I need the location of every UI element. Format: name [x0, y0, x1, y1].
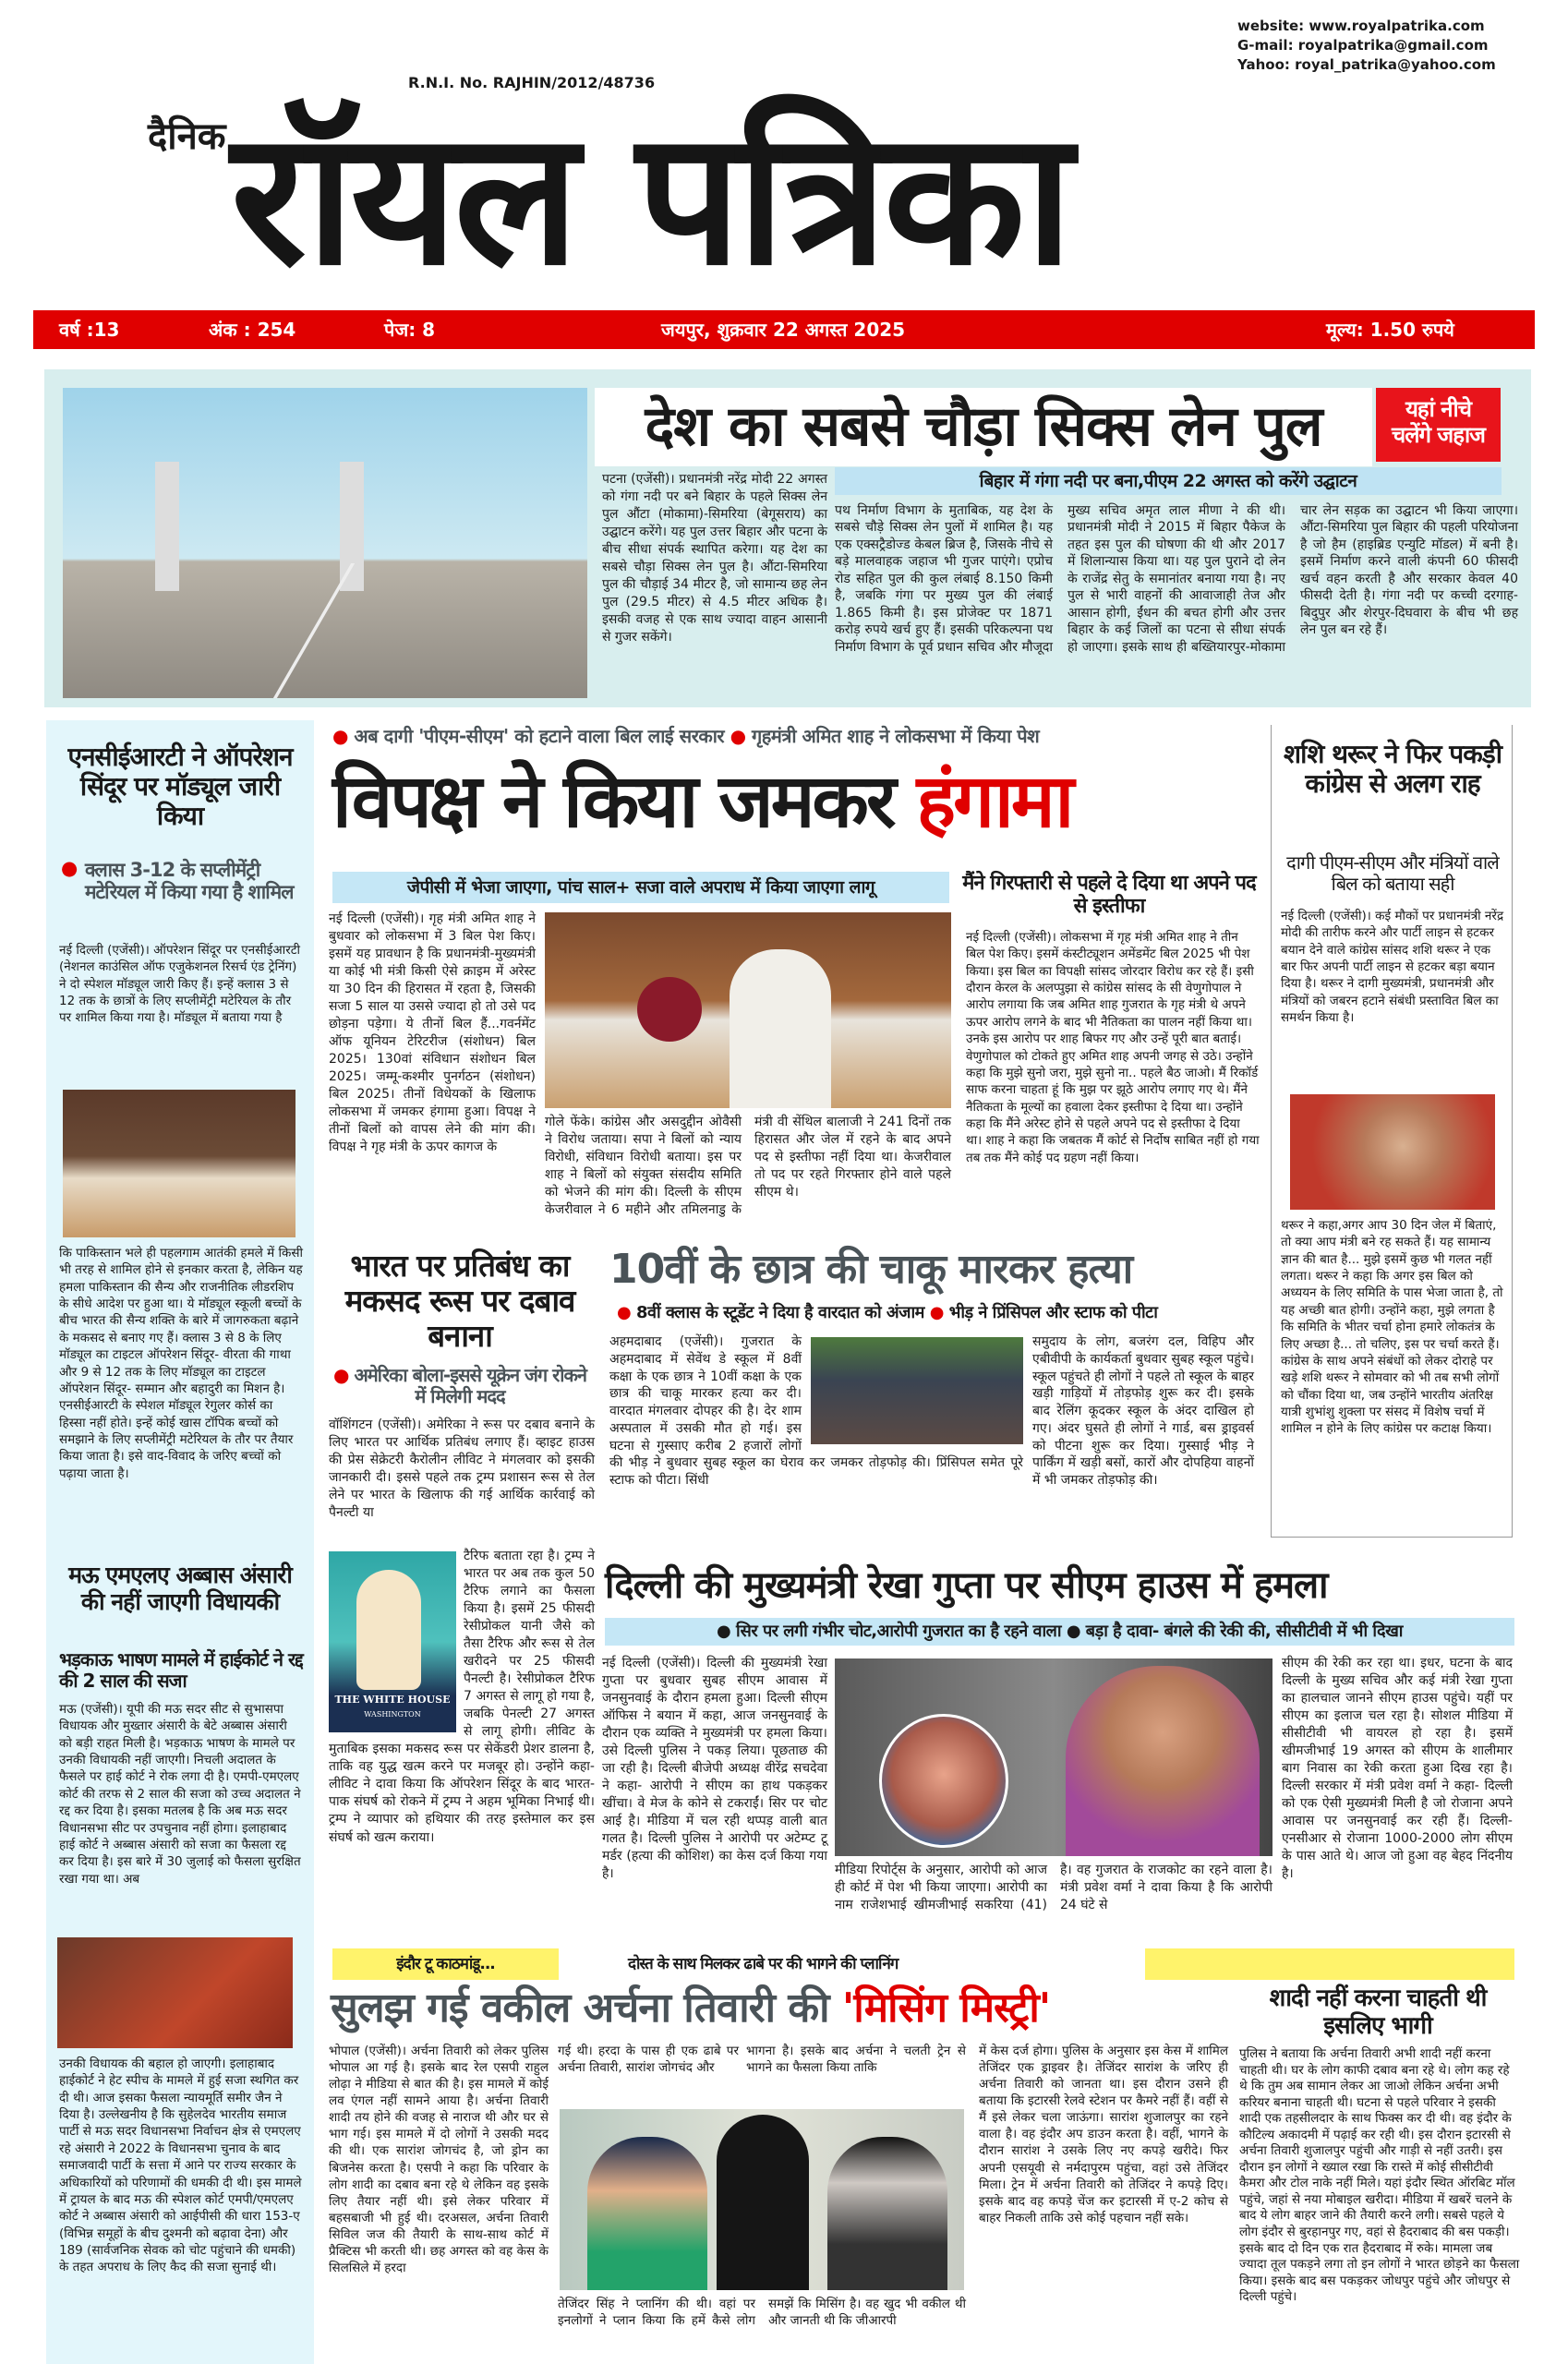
student-body-1-wrap	[609, 1333, 1023, 1490]
ansari-headline: मऊ एमएलए अब्बास अंसारी की नहीं जाएगी विधायकी	[68, 1562, 292, 1615]
ncert-bullet	[61, 859, 299, 903]
bullet-dot-icon: ●	[332, 725, 355, 747]
yahoo-text: Yahoo: royal_patrika@yahoo.com	[1237, 56, 1496, 73]
shah-headline: मैंने गिरफ्तारी से पहले दे दिया था अपने पद से इस्तीफा	[962, 872, 1256, 919]
issue-bar	[33, 310, 1535, 349]
archana-side-headline: शादी नहीं करना चाहती थी इसलिए भागी	[1269, 1984, 1487, 2040]
archana-headline	[331, 1985, 1231, 2032]
student-body-2: समुदाय के लोग, बजरंग दल, विहिप और एबीवीपी के कार्यकर्ता बुधवार सुबह स्कूल पहुंचे। स्कूल पहुंचते ही लोगों ने पहले तो स्कूल के बाहर खड़ी गाड़ियों में तोड़फोड़ शुरू कर दी। इसके बाद रेलिंग कूदकर स्कूल के अंदर दाखिल हो गए। अंदर घुसते ही लोगों ने गार्ड, बस ड्राइवर्स को पीटना शुरू कर दिया। गुस्साई भीड़ ने पार्किंग में खड़ी बसों, कारों और दोपहिया वाहनों में भी जमकर तोड़फोड़ की।	[1032, 1334, 1254, 1488]
bullet-dot-icon: ●	[61, 857, 78, 879]
gmail-text: G-mail: royalpatrika@gmail.com	[1237, 37, 1489, 54]
accused-inset-photo	[879, 1714, 1008, 1848]
archana-body-2cd	[558, 2296, 966, 2329]
washington-caption: WASHINGTON	[364, 1710, 421, 1719]
lead-headline-red: हंगामा	[916, 758, 1072, 844]
parliament-photo	[545, 912, 951, 1108]
speaker-figure	[730, 949, 831, 1108]
white-house-photo	[329, 1551, 456, 1732]
bullet-dot-icon: ●	[717, 1622, 736, 1641]
man-with-phone-figure	[827, 2137, 947, 2290]
bridge-body: पथ निर्माण विभाग के मुताबिक, यह देश के सबसे चौड़े सिक्स लेन पुलों में शामिल है। यह एक एक्सट्रैडोज्ड केबल ब्रिज है, जिसके नीचे से बड़े मालवाहक जहाज भी गुजर पाएंगे। एप्रोच रोड सहित पुल की कुल लंबाई 8.150 किमी है, जबकि गंगा पर मुख्य पुल की लंबाई 1.865 किमी है। इस प्रोजेक्ट पर 1871 करोड़ रुपये खर्च हुए हैं। इसकी परिकल्पना पथ निर्माण विभाग के पूर्व प्रधान सचिव और मौजूदा मुख्य सचिव अमृत लाल मीणा ने की थी। प्रधानमंत्री मोदी ने 2015 में बिहार पैकेज के तहत इस पुल की घोषणा की थी और 2017 में शिलान्यास किया था। यह पुल पुराने दो लेन के राजेंद्र सेतु के समानांतर बनाया गया है। नए पुल से भारी वाहनों की आवाजाही तेज और आसान होगी, ईंधन की बचत होगी और उत्तर बिहार के कई जिलों का पटना से सीधा संपर्क हो जाएगा। इसके साथ ही बख्तियारपुर-मोकामा चार लेन सड़क का उद्घाटन भी किया जाएगा। औंटा-सिमरिया पुल बिहार की पहली परियोजना है जो हैम (हाइब्रिड एन्युटि मॉडल) में बनी है। इसमें निर्माण करने वाली कंपनी 60 फीसदी खर्च वहन करती है और सरकार केवल 40 फीसदी देती है। गंगा नदी पर कच्ची दरगाह-बिदुपुर और शेरपुर-दिघवारा के बीच भी छह लेन पुल बन रहे हैं।	[835, 503, 1518, 655]
tharoor-photo	[1290, 1094, 1495, 1210]
issue-number: अंक : 254	[209, 319, 296, 341]
archana-figure	[587, 2137, 707, 2290]
archana-headline-red: 'मिसिंग मिस्ट्री'	[841, 1984, 1051, 2032]
tharoor-subhead: दागी पीएम-सीएम और मंत्रियों वाले बिल को बताया सही	[1286, 851, 1499, 895]
dateline: जयपुर, शुक्रवार 22 अगस्त 2025	[661, 319, 906, 341]
page-count: पेज: 8	[384, 319, 436, 341]
rekha-bullet-1: सिर पर लगी गंभीर चोट,आरोपी गुजरात का है रहने वाला	[735, 1622, 1062, 1641]
bridge-story	[44, 369, 1531, 707]
road-marking	[273, 563, 355, 698]
press-secretary-figure	[356, 1570, 421, 1690]
student-bullet-1: 8वीं क्लास के स्टूडेंट ने दिया है वारदात को अंजाम	[635, 1303, 924, 1322]
archana-body-2d: लोग समझें कि मिसिंग है। वह खुद भी वकील थी और जानती थी कि जीआरपी	[736, 2297, 966, 2329]
russia-bullet-text: अमेरिका बोला-इससे यूक्रेन जंग रोकने में मिलेगी मदद	[354, 1364, 586, 1407]
tharoor-headline: शशि थरूर ने फिर पकड़ी कांग्रेस से अलग राह	[1284, 739, 1502, 800]
bridge-tag: यहां नीचे चलेंगे जहाज	[1376, 388, 1501, 462]
lead-subhead: जेपीसी में भेजा जाएगा, पांच साल+ सजा वाले अपराध में किया जाएगा लागू	[332, 872, 949, 903]
masthead-prefix: दैनिक	[148, 115, 226, 158]
rekha-headline: दिल्ली की मुख्यमंत्री रेखा गुप्ता पर सीएम हाउस में हमला	[605, 1564, 1328, 1607]
year: वर्ष :13	[59, 319, 120, 341]
bridge-pylon	[155, 462, 179, 591]
lead-body-left: नई दिल्ली (एजेंसी)। गृह मंत्री अमित शाह ने बुधवार को लोकसभा में 3 बिल पेश किए। इसमें यह प्रावधान है कि प्रधानमंत्री-मुख्यमंत्री या कोई भी मंत्री किसी ऐसे क्राइम में अरेस्ट या 30 दिन की हिरासत में रहता है, जिसकी सजा 5 साल या उससे ज्यादा हो तो उसे पद छोड़ना पड़ेगा। ये तीनों बिल हैं...गवर्नमेंट ऑफ यूनियन टेरिटरीज (संशोधन) बिल 2025। 130वां संविधान संशोधन बिल 2025। जम्मू-कश्मीर पुनर्गठन (संशोधन) बिल 2025। तीनों विधेयकों के खिलाफ लोकसभा में जमकर हंगामा हुआ। विपक्ष ने तीनों बिलों को वापस लेने की मांग की। विपक्ष ने गृह मंत्री के ऊपर कागज के	[329, 911, 536, 1155]
rekha-bullet-2: बड़ा है दावा- बंगले की रेकी की, सीसीटीवी में भी दिखा	[1085, 1622, 1403, 1641]
archana-tag: इंदौर टू काठमांडू...	[332, 1948, 559, 1980]
lead-headline	[332, 759, 1256, 844]
archana-body-2c: तेजिंदर सिंह ने प्लानिंग की थी। वहां पर इनलोगों ने प्लान किया कि हमें कैसे	[558, 2297, 755, 2329]
left-column	[46, 720, 314, 2364]
archana-body-2a: गई थी। हरदा के पास ही एक ढाबे पर अर्चना तिवारी, सारांश जोगचंद और	[558, 2044, 739, 2076]
russia-headline: भारत पर प्रतिबंध का मकसद रूस पर दबाव बनाना	[344, 1248, 575, 1354]
hooded-figure	[717, 2115, 809, 2290]
price: मूल्य: 1.50 रुपये	[1326, 319, 1454, 341]
turban-figure	[637, 977, 702, 1042]
ncert-headline: एनसीईआरटी ने ऑपरेशन सिंदूर पर मॉड्यूल जारी किया	[67, 742, 293, 832]
bridge-lead: पटना (एजेंसी)। प्रधानमंत्री नरेंद्र मोदी 22 अगस्त को गंगा नदी पर बने बिहार के पहले सिक्स लेन पुल औंटा (मोकामा)-सिमरिया (बेगूसराय) का उद्घाटन करेंगे। यह पुल उत्तर बिहार और पटना के बीच सीधा संपर्क स्थापित करेगा। यह देश का सबसे चौड़ा सिक्स लेन पुल है। औंटा-सिमरिया पुल की चौड़ाई 34 मीटर है, जो सामान्य छह लेन पुल (29.5 मीटर) से 4.5 मीटर अधिक है। इसकी वजह से एक साथ ज्यादा वाहन आसानी से गुजर सकेंगे।	[602, 472, 827, 645]
bridge-headline: देश का सबसे चौड़ा सिक्स लेन पुल	[595, 388, 1372, 466]
russia-body-1: वॉशिंगटन (एजेंसी)। अमेरिका ने रूस पर दबाव बनाने के लिए भारत पर आर्थिक प्रतिबंध लगाए हैं। व्हाइट हाउस की प्रेस सेक्रेटरी कैरोलीन लीविट ने मंगलवार को इसकी जानकारी दी। इससे पहले तक ट्रम्प प्रशासन रूस से तेल लेने पर भारत के खिलाफ की गई आर्थिक कार्रवाई को पैनल्टी या	[329, 1417, 595, 1521]
chief-minister-figure	[1066, 1666, 1260, 1856]
archana-kicker: दोस्त के साथ मिलकर ढाबे पर की भागने की प्लानिंग	[628, 1955, 899, 1973]
rekha-body-1: नई दिल्ली (एजेंसी)। दिल्ली की मुख्यमंत्री रेखा गुप्ता पर बुधवार सुबह सीएम आवास में जनसुनवाई के दौरान हमला हुआ। दिल्ली सीएम ऑफिस ने बयान में कहा, आज जनसुनवाई के दौरान एक व्यक्ति ने मुख्यमंत्री पर हमला किया। उसे दिल्ली पुलिस ने पकड़ लिया। पूछताछ की जा रही है। दिल्ली बीजेपी अध्यक्ष वीरेंद्र सचदेवा ने कहा- आरोपी ने सीएम का हाथ पकड़कर खींचा। वे मेज के कोने से टकराईं। सिर पर चोट आई है। मीडिया में चल रही थप्पड़ वाली बात गलत है। दिल्ली पुलिस ने आरोपी पर अटेम्प्ट टू मर्डर (हत्या की कोशिश) का केस दर्ज किया गया है।	[602, 1656, 827, 1882]
lead-kicker-1: अब दागी 'पीएम-सीएम' को हटाने वाला बिल लाई सरकार	[354, 725, 725, 747]
ansari-gavel-photo	[57, 1937, 293, 2048]
student-headline: 10वीं के छात्र की चाकू मारकर हत्या	[609, 1246, 1133, 1293]
ncert-bullet-text: क्लास 3-12 के सप्लीमेंट्री मटेरियल में किया गया है शामिल	[85, 859, 294, 904]
archana-body-3: में केस दर्ज होगा। पुलिस के अनुसार इस केस में शामिल तेजिंदर एक ड्राइवर है। तेजिंदर सारांश के जरिए ही अर्चना तिवारी को जानता था। इस दौरान उसने ही बताया कि इटारसी रेलवे स्टेशन पर कैमरे नहीं हैं। वहीं से मैं इसे लेकर चला जाऊंगा। सारांश शुजालपुर का रहने वाला है। वह इंदौर अप डाउन करता है। वहीं, भागने के दौरान सारांश ने उसके लिए नए कपड़े खरीदे। फिर अपनी एसयूवी से नर्मदापुरम पहुंचा, वहां उसे तेजिंदर मिला। ट्रेन में अर्चना तिवारी को तेजिंदर ने कपड़े दिए। इसके बाद वह कपड़े चेंज कर इटारसी में ए-2 कोच से बाहर निकली ताकि उसे कोई पहचान नहीं सके।	[979, 2044, 1228, 2225]
rekha-body-3: सीएम की रेकी कर रहा था। इधर, घटना के बाद दिल्ली के मुख्य सचिव और कई मंत्री रेखा गुप्ता का हालचाल जानने सीएम हाउस पहुंचे। यहीं पर सीएम का इलाज चल रहा है। सोशल मीडिया में सीसीटीवी भी वायरल हो रहा है। इसमें खीमजीभाई 19 अगस्त को सीएम के शालीमार बाग निवास का रेकी करता हुआ दिख रहा है। दिल्ली सरकार में मंत्री प्रवेश वर्मा ने कहा- दिल्ली को एक ऐसी मुख्यमंत्री मिली है जो रोजाना अपने आवास पर जनसुनवाई कर रही हैं। दिल्ली-एनसीआर से रोजाना 1000-2000 लोग सीएम के पास आते थे। आज जो हुआ वह बेहद निंदनीय है।	[1282, 1656, 1513, 1882]
ansari-subhead: भड़काऊ भाषण मामले में हाईकोर्ट ने रद्द की 2 साल की सजा	[59, 1648, 303, 1692]
archana-body-2b: भागना है। इसके बाद अर्चना ने चलती ट्रेन से भागने का फैसला किया ताकि	[746, 2044, 966, 2076]
lead-headline-black: विपक्ष ने किया जमकर	[332, 758, 894, 844]
tharoor-body-1: नई दिल्ली (एजेंसी)। कई मौकों पर प्रधानमंत्री नरेंद्र मोदी की तारीफ करने और पार्टी लाइन से हटकर बयान देने वाले कांग्रेस सांसद शशि थरूर ने एक बार फिर अपनी पार्टी लाइन से हटकर बड़ा बयान दिया है। थरूर ने दागी मुख्यमंत्री, प्रधानमंत्री और मंत्रियों को जबरन हटाने संबंधी प्रस्तावित बिल का समर्थन किया है।	[1281, 909, 1504, 1026]
lead-kicker-2: गृहमंत्री अमित शाह ने लोकसभा में किया पेश	[751, 725, 1040, 747]
lead-kickers	[332, 726, 1256, 747]
masthead-title: रॉयल पत्रिका	[231, 91, 1070, 307]
bullet-dot-icon: ●	[730, 725, 752, 747]
archana-case-photo	[560, 2109, 964, 2290]
contact-info	[1237, 17, 1496, 75]
rni-number: R.N.I. No. RAJHIN/2012/48736	[408, 74, 656, 91]
ncert-body-2: कि पाकिस्तान भले ही पहलगाम आतंकी हमले में किसी भी तरह से शामिल होने से इनकार करता है, लेकिन यह हमला पाकिस्तान की सैन्य और राजनीतिक लीडरशिप के सीधे आदेश पर हुआ था। ये मॉड्यूल स्कूली बच्चों के बीच भारत की सैन्य शक्ति के बारे में जागरुकता बढ़ाने के मकसद से बनाए गए हैं। क्लास 3 से 8 के लिए मॉड्यूल का टाइटल ऑपरेशन सिंदूर- वीरता की गाथा और 9 से 12 तक के लिए मॉड्यूल का टाइटल ऑपरेशन सिंदूर- सम्मान और बहादुरी का मिशन है। एनसीईआरटी के स्पेशल मॉड्यूल रेगुलर कोर्स का हिस्सा नहीं होते। इन्हें कोई खास टॉपिक बच्चों को समझाने के लिए सप्लीमेंट्री मटेरियल के तौर पर तैयार किया जाता है। इसे वाद-विवाद के जरिए बच्चों को पढ़ाया जाता है।	[59, 1246, 303, 1481]
bullet-dot-icon: ●	[1061, 1622, 1086, 1641]
ansari-body-1: मऊ (एजेंसी)। यूपी की मऊ सदर सीट से सुभासपा विधायक और मुख्तार अंसारी के बेटे अब्बास अंसारी को बड़ी राहत मिली है। भड़काऊ भाषण के मामले पर उनकी विधायकी नहीं जाएगी। निचली अदालत के फैसले पर हाई कोर्ट ने रोक लगा दी है। एमपी-एमएलए कोर्ट की तरफ से 2 साल की सजा को उच्च अदालत ने रद्द कर दिया है। इसका मतलब है कि अब मऊ सदर विधानसभा सीट पर उपचुनाव नहीं होगा। इलाहाबाद हाई कोर्ट ने अब्बास अंसारी को सजा का फैसला रद्द कर दिया है। इस बारे में 30 जुलाई को फैसला सुरक्षित रखा गया था। अब	[59, 1702, 301, 1887]
tharoor-body-2: थरूर ने कहा,अगर आप 30 दिन जेल में बिताएं, तो क्या आप मंत्री बने रह सकते हैं। यह सामान्य ज्ञान की बात है... मुझे इसमें कुछ भी गलत नहीं लगता। थरूर ने कहा कि अगर इस बिल को अध्ययन के लिए समिति के पास भेजा जाता है, तो यह अच्छी बात होगी। उन्होंने कहा, मुझे लगता है कि समिति के भीतर चर्चा होना हमारे लोकतंत्र के लिए अच्छा है... तो चलिए, इस पर चर्चा करते हैं। कांग्रेस के साथ अपने संबंधों को लेकर दोराहे पर खड़े शशि थरूर ने सोमवार को भी तब सभी लोगों को चौंका दिया था, जब उन्होंने भारतीय अंतरिक्ष यात्री शुभांशु शुक्ला पर संसद में विशेष चर्चा में शामिल न होने के लिए कांग्रेस पर कटाक्ष किया।	[1281, 1218, 1503, 1437]
bullet-dot-icon: ●	[333, 1364, 355, 1386]
rekha-gupta-photo	[835, 1658, 1272, 1856]
russia-body-wrap	[329, 1548, 595, 1847]
student-bullets	[617, 1304, 1254, 1323]
crowd-photo	[811, 1337, 1023, 1444]
shah-body: नई दिल्ली (एजेंसी)। लोकसभा में गृह मंत्री अमित शाह ने तीन बिल पेश किए। इसमें कंस्टीट्यूशन अमेंडमेंट बिल 2025 भी पेश किया। इस बिल का विपक्षी सांसद जोरदार विरोध कर रहे हैं। इसी दौरान केरल के अलप्पुझा से कांग्रेस सांसद के सी वेणुगोपाल ने आरोप लगाया कि जब अमित शाह गुजरात के गृह मंत्री थे अपने ऊपर आरोप लगने के बाद भी नैतिकता का पालन नहीं किया था। उनके इस आरोप पर शाह बिफर गए और उन्हें पूरी बात बताई। वेणुगोपाल को टोकते हुए अमित शाह अपनी जगह से उठे। उन्होंने कहा कि मुझे सुनो जरा, मुझे सुनो ना.. पहले बैठ जाओ। मैं रिकॉर्ड साफ करना चाहता हूं कि मुझ पर झूठे आरोप लगाए गए थे। मैंने नैतिकता के मूल्यों का हवाला देकर इस्तीफा दे दिया था। उन्होंने कहा कि मैंने अरेस्ट होने से पहले अपने पद से इस्तीफा दे दिया था। शाह ने कहा कि जबतक मैं कोर्ट से निर्दोष साबित नहीं हो गया तब तक मैंने कोई पद ग्रहण नहीं किया।	[966, 930, 1260, 1165]
archana-headline-gray: सुलझ गई वकील अर्चना तिवारी की	[331, 1984, 829, 2032]
tharoor-box	[1271, 725, 1513, 1538]
archana-side-banner	[1145, 1948, 1514, 1980]
white-house-caption: THE WHITE HOUSE	[334, 1694, 451, 1706]
bridge-subhead: बिहार में गंगा नदी पर बना,पीएम 22 अगस्त को करेंगे उद्घाटन	[835, 467, 1502, 495]
russia-body-2: टैरिफ बताता रहा है। ट्रम्प ने भारत पर अब तक कुल 50 टैरिफ लगाने का फैसला किया है। इसमें 25 फीसदी रेसीप्रोकल यानी जैसे को तैसा टैरिफ और रूस से तेल खरीदने पर 25 फीसदी पैनल्टी है। रेसीप्रोकल टैरिफ 7	[464, 1549, 595, 1705]
books-photo	[63, 1090, 296, 1237]
bridge-photo	[63, 388, 587, 698]
student-bullet-2: भीड़ ने प्रिंसिपल और स्टाफ को पीटा	[948, 1303, 1158, 1322]
ncert-body-1: नई दिल्ली (एजेंसी)। ऑपरेशन सिंदूर पर एनसीईआरटी (नेशनल काउंसिल ऑफ एजुकेशनल रिसर्च एंड ट्रेनिंग) ने दो स्पेशल मॉड्यूल जारी किए हैं। इन्हें क्लास 3 से 12 तक के छात्रों के लिए सप्लीमेंट्री मटेरियल के तौर पर शामिल किया गया है। मॉड्यूल में बताया गया है	[59, 943, 301, 1026]
rekha-bullets	[605, 1618, 1514, 1646]
bullet-dot-icon: ●	[617, 1303, 636, 1322]
rekha-body-2: मीडिया रिपोर्ट्स के अनुसार, आरोपी को आज ही कोर्ट में पेश भी किया जाएगा। आरोपी का नाम राजेशभाई खीमजीभाई सकरिया (41) है। वह गुजरात के राजकोट का रहने वाला है। मंत्री प्रवेश वर्मा ने दावा किया है कि आरोपी 24 घंटे से	[835, 1863, 1272, 1913]
archana-body-1: भोपाल (एजेंसी)। अर्चना तिवारी को लेकर पुलिस भोपाल आ गई है। इसके बाद रेल एसपी राहुल लोढ़ा ने मीडिया से बात की है। इस मामले में कोई लव एंगल नहीं सामने आया है। अर्चना तिवारी शादी तय होने की वजह से नाराज थी और घर से भाग गई। इस मामले में दो लोगों ने उसकी मदद की थी। एक सारांश जोगचंद है, जो ड्रोन का बिजनेस करता है। एसपी ने कहा कि परिवार के लोग शादी का दबाव बना रहे थे लेकिन वह इसके लिए तैयार नहीं थी। इसे लेकर परिवार में बहसबाजी भी हुई थी। दरअसल, अर्चना तिवारी सिविल जज की तैयारी के साथ-साथ कोर्ट में प्रैक्टिस भी करती थी। छह अगस्त को वह केस के सिलसिले में हरदा	[329, 2044, 549, 2276]
russia-bullet	[329, 1365, 591, 1407]
archana-side-body: पुलिस ने बताया कि अर्चना तिवारी अभी शादी नहीं करना चाहती थी। घर के लोग काफी दबाव बना रहे थे। लोग कह रहे थे कि तुम अब सामान लेकर आ जाओ लेकिन अर्चना अभी करियर बनाना चाहती थी। घटना से पहले परिवार ने इसकी शादी एक तहसीलदार के साथ फिक्स कर दी थी। वह इंदौर के कौटिल्य अकादमी में पढ़ाई कर रही थी। इस दौरान इटारसी से अर्चना तिवारी शुजालपुर पहुंची और गाड़ी से नहीं उतरी। इस दौरान इन लोगों ने ख्याल रखा कि रास्ते में कोई सीसीटीवी कैमरा और टोल नाके नहीं मिले। यहां इंदौर स्थित ऑरबिट मॉल पहुंचे, जहां से नया मोबाइल खरीदा। मीडिया में खबरें चलने के बाद ये लोग बाहर जाने की तैयारी करने लगी। सबसे पहले ये लोग इंदौर से बुरहानपुर गए, वहां से हैदराबाद की बस पकड़ी। इसके बाद दो दिन एक रात हैदराबाद में रुके। मामला जब ज्यादा तूल पकड़ने लगा तो इन लोगों ने भारत छोड़ने का फैसला किया। इसके बाद बस पकड़कर जोधपुर पहुंचे और जोधपुर से दिल्ली पहुंचे।	[1239, 2046, 1520, 2305]
bullet-dot-icon: ●	[923, 1303, 949, 1322]
russia-body-3: अगस्त से लागू हो गया है, जबकि पेनल्टी 27 अगस्त से लागू होगी। लीविट के मुताबिक इसका मकसद रूस पर सेकेंडरी प्रेशर डालना है, ताकि वह युद्ध खत्म करने पर मजबूर हो। उन्होंने कहा-लीविट ने दावा किया कि ऑपरेशन सिंदूर के बाद भारत-पाक संघर्ष को रोकने में ट्रम्प ने अहम भूमिका निभाई थी। ट्रम्प ने व्यापार को हथियार की तरह इस्तेमाल कर इस संघर्ष को खत्म कराया।	[329, 1689, 595, 1845]
lead-body-bottom: गोले फेंके। कांग्रेस और असदुद्दीन ओवैसी ने विरोध जताया। सपा ने बिलों को न्याय विरोधी, संविधान विरोधी बताया। इस पर शाह ने बिलों को संयुक्त संसदीय समिति को भेजने की मांग की। दिल्ली के सीएम केजरीवाल ने 6 महीने और तमिलनाडु के मंत्री वी सेंथिल बालाजी ने 241 दिनों तक हिरासत और जेल में रहने के बाद अपने पद से इस्तीफा नहीं दिया था। केजरीवाल तो पद पर रहते गिरफ्तार होने वाले पहले सीएम थे।	[545, 1115, 951, 1218]
student-body-1: अहमदाबाद (एजेंसी)। गुजरात के अहमदाबाद में सेवेंथ डे स्कूल में 8वीं कक्षा के एक छात्र ने 10वीं कक्षा के एक छात्र की चाकू मारकर हत्या कर दी। वारदात मंगलवार दोपहर की है। देर शाम अस्पताल में उसकी मौत हो गई। इस घटना से गुस्साए करीब 2 हजारों लोगों की भीड़ ने बुधवार सुबह स्कूल का घेराव कर जमकर तोड़फोड़ की। प्रिंसिपल समेत पूरे स्टाफ को पीटा। सिंधी	[609, 1334, 1023, 1488]
bridge-pylon	[340, 462, 364, 591]
website-text: website: www.royalpatrika.com	[1237, 18, 1485, 34]
ansari-body-2: उनकी विधायक की बहाल हो जाएगी। इलाहाबाद हाईकोर्ट ने हेट स्पीच के मामले में हुई सजा स्थगित कर दी थी। आज इसका फैसला न्यायमूर्ति समीर जैन ने दिया है। उल्लेखनीय है कि सुहेलदेव भारतीय समाज पार्टी से मऊ सदर विधानसभा निर्वाचन क्षेत्र से एमएलए रहे अंसारी ने 2022 के विधानसभा चुनाव के बाद समाजवादी पार्टी के सत्ता में आने पर राज्य सरकार के अधिकारियों को परिणामों की धमकी दी थी। इस मामले में ट्रायल के बाद मऊ की स्पेशल कोर्ट एमपी/एमएलए कोर्ट ने अब्बास अंसारी को आईपीसी की धारा 153-ए (विभिन्न समूहों के बीच दुश्मनी को बढ़ावा देना) और 189 (सार्वजनिक सेवक को चोट पहुंचाने की धमकी) के तहत अपराध के लिए कैद की सजा सुनाई थी।	[59, 2056, 302, 2275]
